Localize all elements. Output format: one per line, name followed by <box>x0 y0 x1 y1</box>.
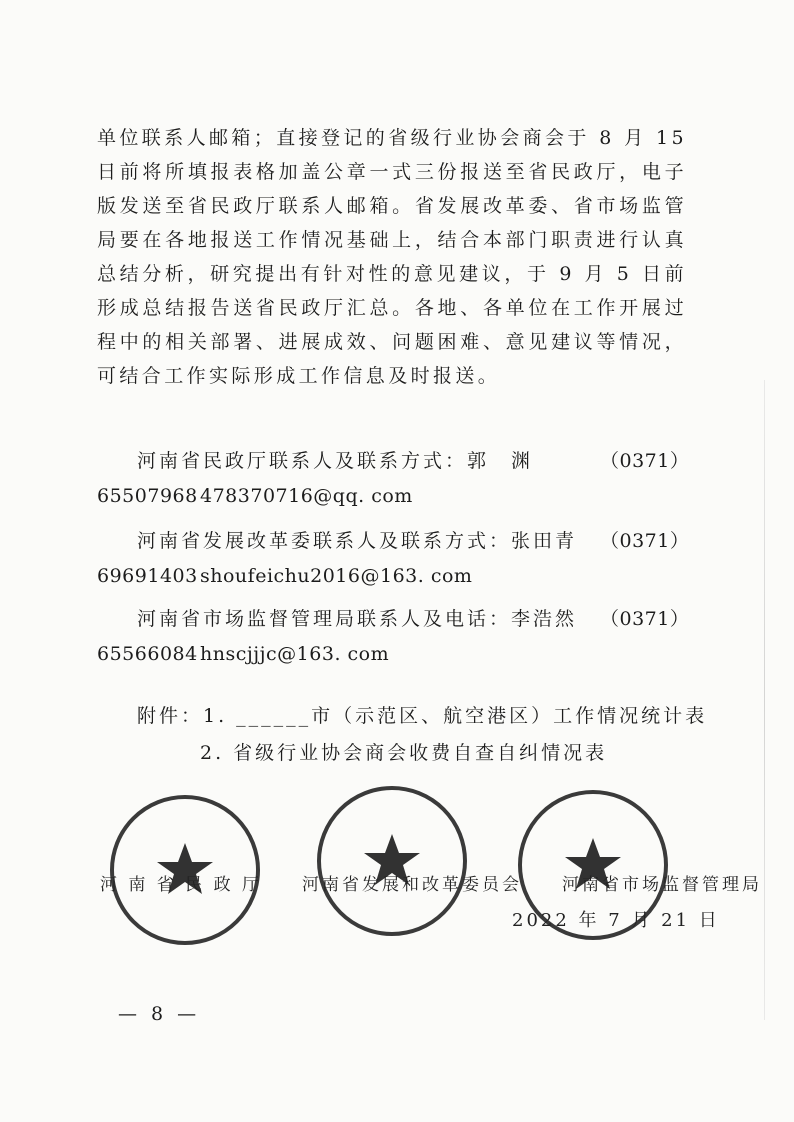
attachment-item-1: 附件：1. ______市（示范区、航空港区）工作情况统计表 <box>137 705 708 727</box>
contact-area-code-market-supervision: （0371） <box>600 608 690 630</box>
contact-label-development-reform: 河南省发展改革委联系人及联系方式：张田青 <box>137 530 578 552</box>
contact-email-development-reform: shoufeichu2016@163. com <box>200 565 473 587</box>
contact-phone-civil-affairs: 65507968 <box>97 485 198 507</box>
seal-development-reform <box>317 786 467 936</box>
star-icon <box>321 790 463 932</box>
contact-phone-development-reform: 69691403 <box>97 565 198 587</box>
contact-area-code-development-reform: （0371） <box>600 530 690 552</box>
scan-edge-line <box>764 380 765 1020</box>
signatory-line: 河 南 省 民 政 厅 河南省发展和改革委员会 河南省市场监督管理局 <box>100 875 763 895</box>
issue-date: 2022 年 7 月 21 日 <box>512 910 720 931</box>
attachment-item-2: 2. 省级行业协会商会收费自查自纠情况表 <box>200 742 608 764</box>
contact-email-civil-affairs: 478370716@qq. com <box>200 485 413 507</box>
contact-email-market-supervision: hnscjjjc@163. com <box>200 643 390 665</box>
contact-phone-market-supervision: 65566084 <box>97 643 198 665</box>
contact-label-civil-affairs: 河南省民政厅联系人及联系方式：郭 渊 <box>137 450 534 472</box>
contact-label-market-supervision: 河南省市场监督管理局联系人及电话：李浩然 <box>137 608 578 630</box>
body-paragraph: 单位联系人邮箱；直接登记的省级行业协会商会于 8 月 15 日前将所填报表格加盖公章一式三份报送至省民政厅，电子版发送至省民政厅联系人邮箱。省发展改革委、省市场监管局要在各地报送工作情况基础上，结合本部门职责进行认真总结分析，研究提出有针对性的意见建议，于 9 月 5 日前形成总结报告送省民政厅汇总。各地、各单位在工作开展过程中的相关部署、进展成效、问题困难、意见建议等情况，可结合工作实际形成工作信息及时报送。 <box>97 127 687 387</box>
contact-area-code-civil-affairs: （0371） <box>600 450 690 472</box>
page-number: — 8 — <box>118 1003 201 1025</box>
